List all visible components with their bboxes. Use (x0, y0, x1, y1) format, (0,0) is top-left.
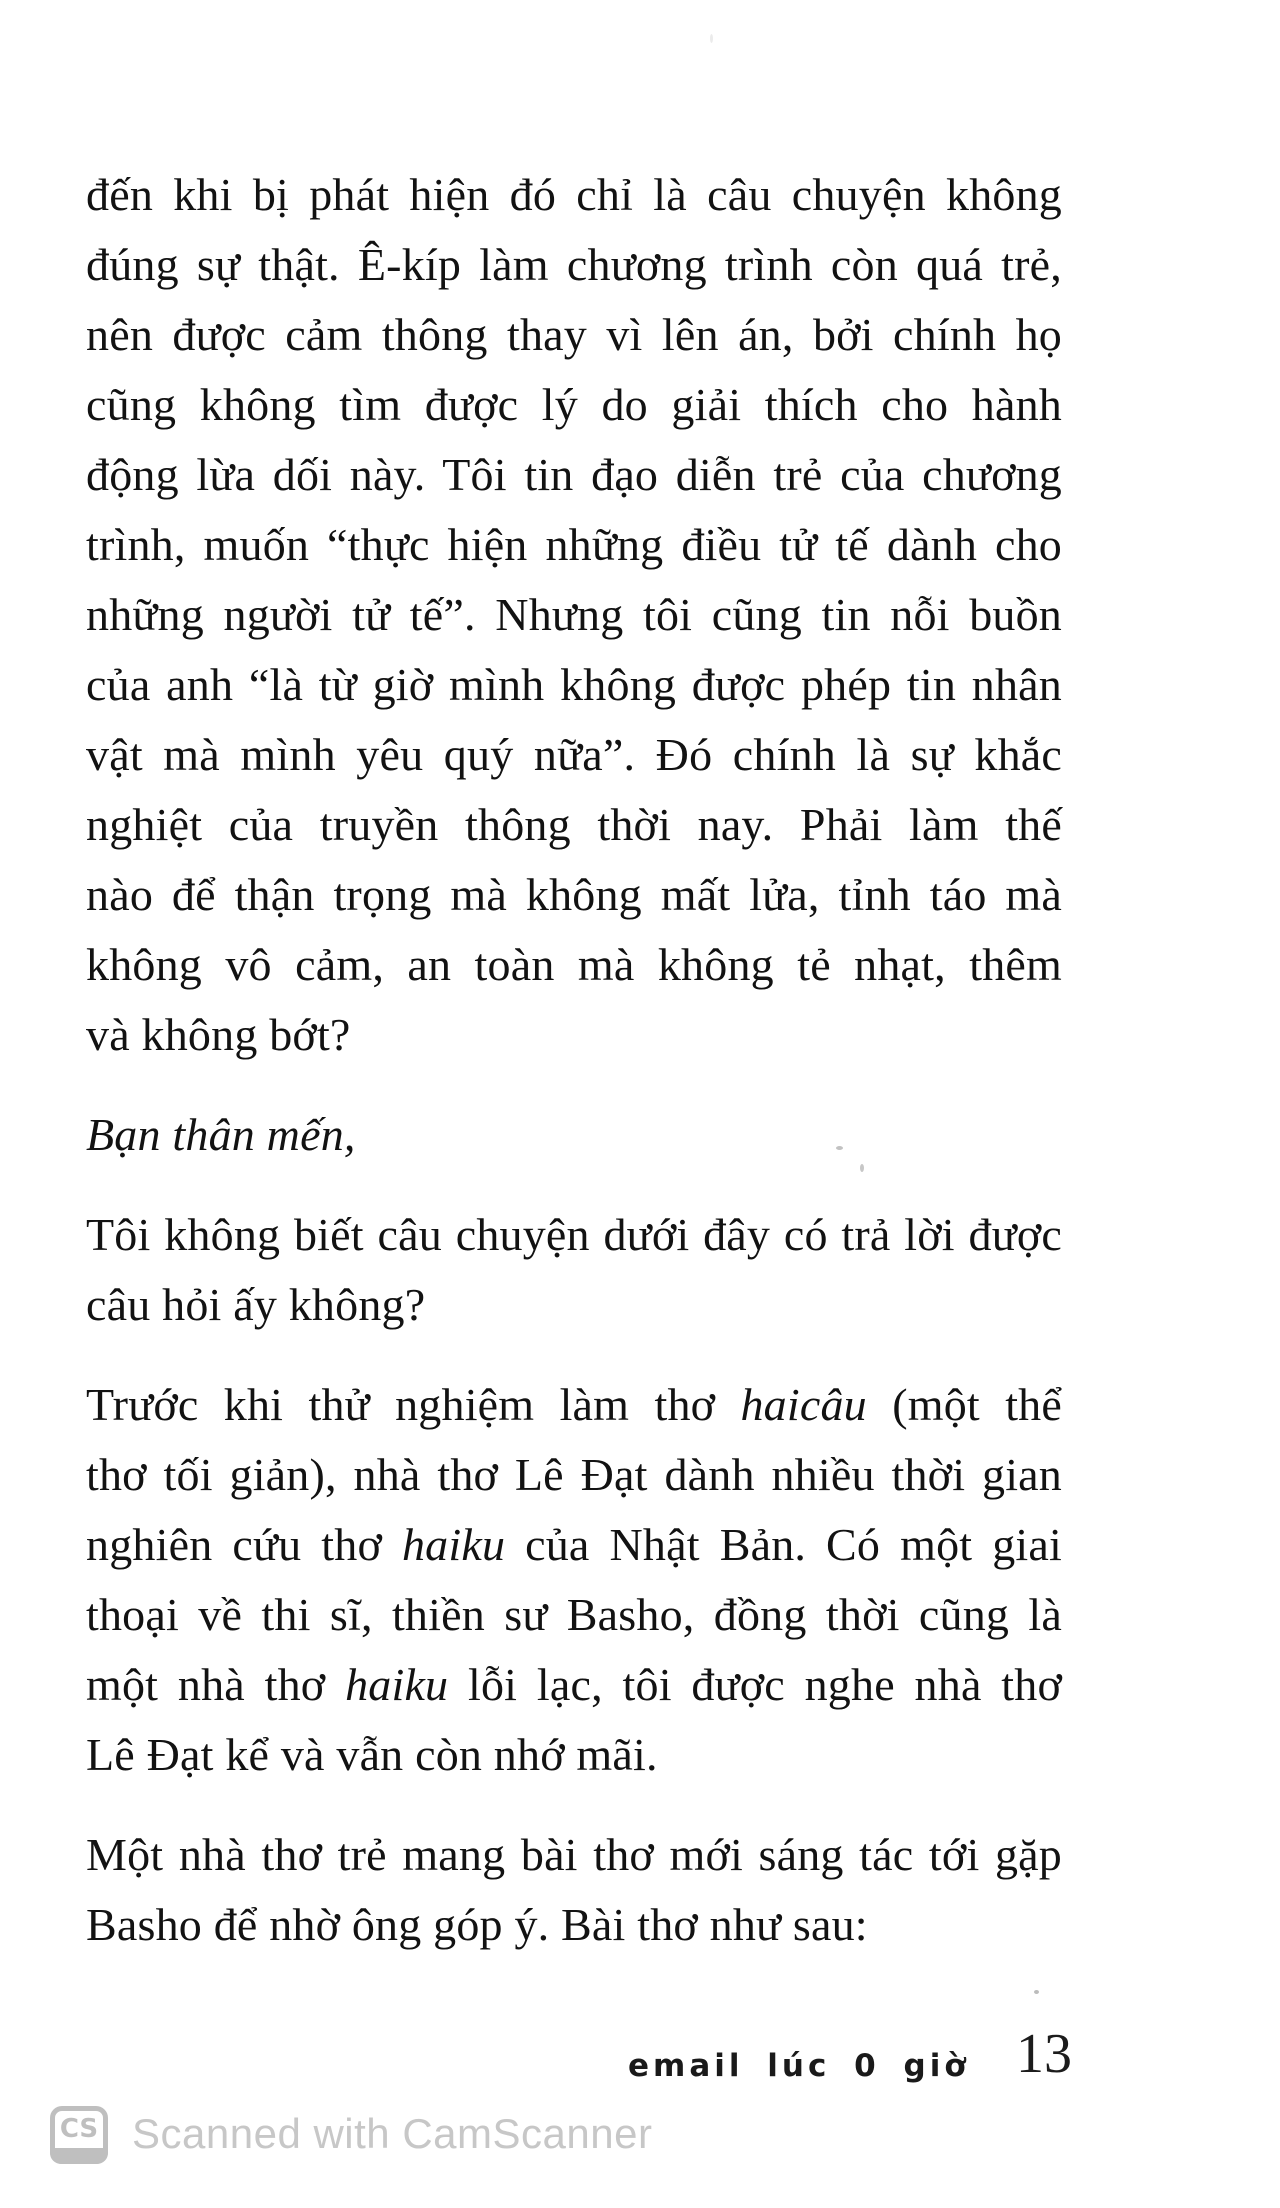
page-number: 13 (1016, 2023, 1072, 2085)
camscanner-watermark-bar (0, 2090, 1280, 2208)
text-segment: thoại về thi sĩ, thiền sư Basho, đồng thời cũng là (86, 1589, 1062, 1640)
text-segment: Lê Đạt kể và vẫn còn nhớ mãi. (86, 1729, 658, 1780)
text-segment: (một thể (866, 1379, 1062, 1430)
text-segment: những người tử tế”. Nhưng tôi cũng tin nỗi buồn (86, 589, 1062, 640)
text-line (86, 930, 1062, 1000)
text-segment: cũng không tìm được lý do giải thích cho hành (86, 379, 1062, 430)
text-line (86, 1100, 1062, 1170)
scan-artifact (1034, 1990, 1039, 1994)
text-line (86, 1720, 1062, 1790)
text-line (86, 580, 1062, 650)
text-line (86, 370, 1062, 440)
paragraph (86, 1200, 1062, 1340)
text-segment: một nhà thơ (86, 1659, 346, 1710)
text-segment: không vô cảm, an toàn mà không tẻ nhạt, thêm (86, 939, 1062, 990)
paragraph (86, 1100, 1062, 1170)
italic-text-segment: haiku (345, 1659, 449, 1710)
running-title: email lúc 0 giờ (628, 2048, 970, 2084)
text-line (86, 510, 1062, 580)
scan-artifact (710, 34, 713, 43)
text-line (86, 1000, 1062, 1070)
text-line (86, 1650, 1062, 1720)
text-line (86, 1820, 1062, 1890)
text-line (86, 300, 1062, 370)
text-line (86, 440, 1062, 510)
text-line (86, 860, 1062, 930)
text-line (86, 230, 1062, 300)
text-line (86, 720, 1062, 790)
text-segment: của anh “là từ giờ mình không được phép tin nhân (86, 659, 1062, 710)
paragraph (86, 1370, 1062, 1790)
text-segment: của Nhật Bản. Có một giai (505, 1519, 1062, 1570)
text-line (86, 1270, 1062, 1340)
text-segment: vật mà mình yêu quý nữa”. Đó chính là sự khắc (86, 729, 1062, 780)
text-line (86, 1440, 1062, 1510)
text-line (86, 1580, 1062, 1650)
text-segment: động lừa dối này. Tôi tin đạo diễn trẻ của chương (86, 449, 1062, 500)
page-body (86, 160, 1062, 1990)
camscanner-logo-text: CS (59, 2114, 99, 2144)
text-segment: đúng sự thật. Ê-kíp làm chương trình còn quá trẻ, (86, 239, 1062, 290)
text-segment: câu hỏi ấy không? (86, 1279, 426, 1330)
text-segment: thơ tối giản), nhà thơ Lê Đạt dành nhiều thời gian (86, 1449, 1062, 1500)
text-segment: trình, muốn “thực hiện những điều tử tế dành cho (86, 519, 1062, 570)
text-line (86, 790, 1062, 860)
text-line (86, 1510, 1062, 1580)
italic-text-segment: haicâu (740, 1379, 867, 1430)
text-line (86, 650, 1062, 720)
text-segment: lỗi lạc, tôi được nghe nhà thơ (448, 1659, 1062, 1710)
text-segment: Basho để nhờ ông góp ý. Bài thơ như sau: (86, 1899, 868, 1950)
text-line (86, 1200, 1062, 1270)
text-segment: nghiệt của truyền thông thời nay. Phải làm thế (86, 799, 1062, 850)
scan-artifact (836, 1146, 843, 1150)
scan-artifact (860, 1164, 864, 1172)
text-segment: Tôi không biết câu chuyện dưới đây có trả lời được (86, 1209, 1062, 1260)
text-segment: nào để thận trọng mà không mất lửa, tỉnh táo mà (86, 869, 1062, 920)
text-segment: Trước khi thử nghiệm làm thơ (86, 1379, 741, 1430)
camscanner-label: Scanned with CamScanner (132, 2110, 653, 2157)
text-segment: nghiên cứu thơ (86, 1519, 402, 1570)
italic-text-segment: haiku (401, 1519, 506, 1570)
text-segment: Bạn thân mến, (86, 1109, 356, 1160)
text-line (86, 160, 1062, 230)
paragraph (86, 160, 1062, 1070)
text-segment: và không bớt? (86, 1009, 351, 1060)
text-segment: đến khi bị phát hiện đó chỉ là câu chuyện không (86, 169, 1062, 220)
camscanner-logo-icon (50, 2106, 108, 2164)
text-line (86, 1890, 1062, 1960)
camscanner-logo-band (50, 2148, 108, 2164)
text-segment: Một nhà thơ trẻ mang bài thơ mới sáng tác tới gặp (86, 1829, 1062, 1880)
text-segment: nên được cảm thông thay vì lên án, bởi chính họ (86, 309, 1062, 360)
text-line (86, 1370, 1062, 1440)
paragraph (86, 1820, 1062, 1960)
